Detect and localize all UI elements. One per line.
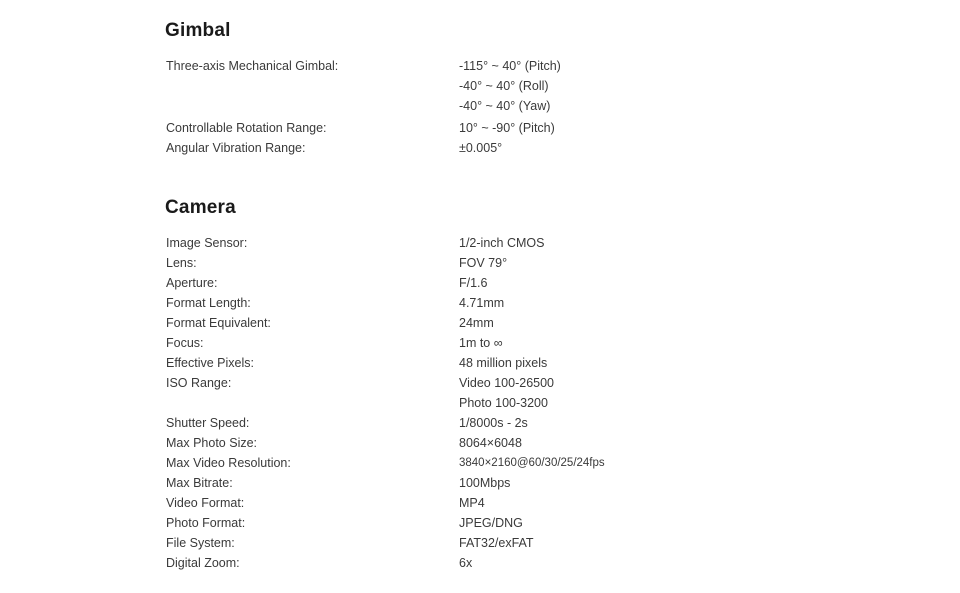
- spec-row: [166, 433, 866, 453]
- spec-values: [459, 473, 866, 493]
- spec-row: [166, 56, 866, 116]
- spec-value: Photo 100-3200: [459, 396, 548, 410]
- spec-label: Angular Vibration Range:: [166, 141, 306, 155]
- spec-values: [459, 273, 866, 293]
- spec-row: [166, 553, 866, 573]
- spec-value: -40° ~ 40° (Roll): [459, 79, 549, 93]
- spec-row: [166, 118, 866, 138]
- spec-label: File System:: [166, 536, 235, 550]
- spec-label: ISO Range:: [166, 376, 232, 390]
- spec-value: F/1.6: [459, 276, 488, 290]
- spec-label: Digital Zoom:: [166, 556, 240, 570]
- spec-row: [166, 513, 866, 533]
- spec-row: [166, 413, 866, 433]
- spec-value: FOV 79°: [459, 256, 508, 270]
- camera-spec-list: [166, 233, 866, 573]
- spec-label: Max Video Resolution:: [166, 456, 291, 470]
- spec-row: [166, 493, 866, 513]
- spec-value: -115° ~ 40° (Pitch): [459, 59, 561, 73]
- spec-label: Aperture:: [166, 276, 218, 290]
- spec-row: [166, 473, 866, 493]
- spec-value: 1/8000s - 2s: [459, 416, 528, 430]
- spec-values: [459, 56, 866, 116]
- spec-value: 1m to ∞: [459, 336, 503, 350]
- spec-values: [459, 233, 866, 253]
- section-title-camera: Camera: [165, 197, 236, 218]
- spec-value: 1/2-inch CMOS: [459, 236, 545, 250]
- spec-label: Photo Format:: [166, 516, 246, 530]
- section-title-gimbal: Gimbal: [165, 20, 231, 41]
- spec-value: -40° ~ 40° (Yaw): [459, 99, 551, 113]
- spec-value: FAT32/exFAT: [459, 536, 534, 550]
- spec-values: [459, 138, 866, 158]
- spec-values: [459, 313, 866, 333]
- spec-values: [459, 353, 866, 373]
- spec-value: 24mm: [459, 316, 494, 330]
- spec-values: [459, 513, 866, 533]
- spec-values: [459, 553, 866, 573]
- spec-label: Three-axis Mechanical Gimbal:: [166, 59, 339, 73]
- spec-value: 4.71mm: [459, 296, 505, 310]
- spec-values: [459, 433, 866, 453]
- spec-label: Video Format:: [166, 496, 245, 510]
- spec-row: [166, 373, 866, 413]
- spec-label: Lens:: [166, 256, 197, 270]
- gimbal-spec-list: [166, 56, 866, 158]
- spec-values: [459, 333, 866, 353]
- spec-row: [166, 233, 866, 253]
- spec-label: Format Equivalent:: [166, 316, 271, 330]
- spec-value: 100Mbps: [459, 476, 511, 490]
- spec-values: [459, 373, 866, 413]
- spec-values: [459, 493, 866, 513]
- spec-value: 8064×6048: [459, 436, 522, 450]
- spec-value: JPEG/DNG: [459, 516, 523, 530]
- spec-row: [166, 533, 866, 553]
- spec-label: Image Sensor:: [166, 236, 248, 250]
- spec-values: [459, 533, 866, 553]
- spec-label: Shutter Speed:: [166, 416, 250, 430]
- spec-row: [166, 138, 866, 158]
- spec-row: [166, 273, 866, 293]
- spec-values: [459, 453, 866, 473]
- spec-row: [166, 353, 866, 373]
- spec-label: Format Length:: [166, 296, 251, 310]
- spec-label: Max Bitrate:: [166, 476, 233, 490]
- spec-row: [166, 333, 866, 353]
- spec-row: [166, 293, 866, 313]
- spec-value: 3840×2160@60/30/25/24fps: [459, 457, 605, 469]
- spec-label: Controllable Rotation Range:: [166, 121, 327, 135]
- spec-value: 10° ~ -90° (Pitch): [459, 121, 555, 135]
- spec-values: [459, 253, 866, 273]
- spec-value: 48 million pixels: [459, 356, 548, 370]
- spec-value: 6x: [459, 556, 473, 570]
- spec-values: [459, 118, 866, 138]
- spec-values: [459, 293, 866, 313]
- spec-label: Max Photo Size:: [166, 436, 258, 450]
- spec-label: Effective Pixels:: [166, 356, 255, 370]
- spec-value: ±0.005°: [459, 141, 503, 155]
- spec-values: [459, 413, 866, 433]
- spec-row: [166, 253, 866, 273]
- spec-label: Focus:: [166, 336, 204, 350]
- spec-value: Video 100-26500: [459, 376, 554, 390]
- spec-value: MP4: [459, 496, 485, 510]
- spec-row: [166, 313, 866, 333]
- spec-row: [166, 453, 866, 473]
